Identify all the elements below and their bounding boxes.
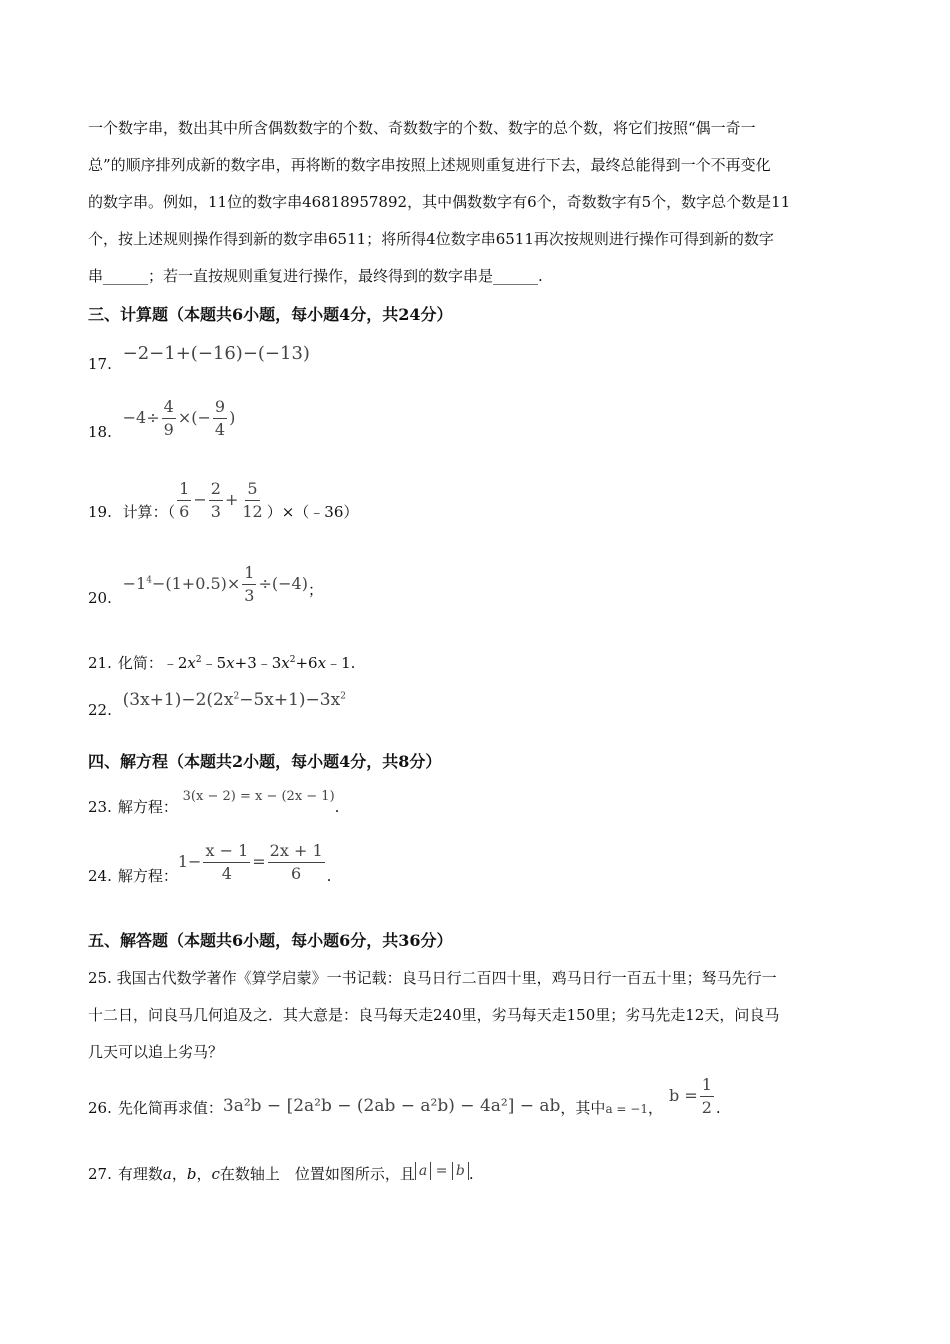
intro-paragraph bbox=[88, 110, 863, 295]
numerator: 1 bbox=[177, 480, 191, 501]
numerator: 9 bbox=[213, 398, 227, 419]
expression bbox=[122, 563, 308, 605]
question-25 bbox=[88, 960, 863, 1071]
question-20 bbox=[88, 564, 323, 607]
question-19 bbox=[88, 480, 358, 522]
question-number: 24. bbox=[88, 867, 112, 885]
variable: a bbox=[162, 1165, 172, 1183]
expr-part: +3﹣3 bbox=[234, 654, 282, 672]
expr-part: ÷(−4) bbox=[258, 574, 308, 593]
fraction bbox=[209, 480, 223, 521]
operator: = bbox=[252, 852, 266, 871]
label: 解方程： bbox=[117, 798, 178, 816]
expr-part: ) bbox=[229, 408, 236, 427]
exponent: 2 bbox=[289, 655, 296, 665]
expr-tail: . bbox=[334, 798, 340, 816]
denominator: 2 bbox=[701, 1098, 712, 1117]
denominator: 4 bbox=[214, 420, 226, 439]
question-number: 23. bbox=[88, 798, 112, 816]
denominator: 3 bbox=[244, 586, 255, 605]
intro-line: 个，按上述规则操作得到新的数字串6511；将所得4位数字串6511再次按规则进行操作可得到新的数字 bbox=[88, 230, 774, 248]
label: 计算：（ bbox=[122, 503, 176, 521]
label: 先化简再求值： bbox=[117, 1099, 223, 1117]
variable: x bbox=[317, 654, 327, 672]
intro-line: 总”的顺序排列成新的数字串，再将断的数字串按照上述规则重复进行下去，最终总能得到一个不再变化 bbox=[88, 156, 771, 174]
intro-line: 的数字串。例如，11位的数字串46818957892，其中偶数数字有6个，奇数数字有5个，数字总个数是11 bbox=[88, 193, 791, 211]
expr-part: −5x+1)−3x bbox=[239, 690, 341, 710]
section-4-title: 四、解方程（本题共2小题，每小题4分，共8分） bbox=[88, 752, 442, 771]
numerator: 2 bbox=[209, 480, 223, 501]
fraction bbox=[268, 842, 325, 883]
expr-part: ﹣5 bbox=[201, 654, 227, 672]
exponent: 2 bbox=[340, 691, 346, 702]
operator: − bbox=[193, 490, 207, 509]
expr-part: ×(− bbox=[177, 408, 211, 427]
expr-part: −(1+0.5)× bbox=[151, 574, 241, 593]
variable: x bbox=[281, 654, 290, 672]
fraction bbox=[700, 1076, 714, 1117]
fraction bbox=[240, 480, 264, 521]
section-5-title: 五、解答题（本题共6小题，每小题6分，共36分） bbox=[88, 931, 453, 950]
label: 有理数 bbox=[117, 1165, 163, 1183]
expr-tail: . bbox=[326, 867, 332, 885]
question-number: 19. bbox=[88, 503, 112, 521]
variable: x bbox=[187, 654, 196, 672]
variable: b bbox=[455, 1163, 465, 1179]
fraction bbox=[177, 480, 191, 521]
variable: a bbox=[418, 1163, 428, 1179]
question-22 bbox=[88, 690, 346, 719]
expr-part: +6 bbox=[295, 654, 318, 672]
numerator: 2x + 1 bbox=[268, 842, 325, 863]
question-23 bbox=[88, 786, 339, 817]
denominator: 12 bbox=[242, 502, 263, 521]
expr-tail: ）×（﹣36） bbox=[266, 503, 359, 521]
label: 化简：﹣2 bbox=[117, 654, 188, 672]
condition-a: a = −1 bbox=[605, 1102, 648, 1116]
separator: ，其中 bbox=[560, 1099, 606, 1117]
question-number: 17. bbox=[88, 355, 112, 373]
question-number: 26. bbox=[88, 1099, 112, 1117]
question-21 bbox=[88, 652, 355, 673]
expression: −2−1+(−16)−(−13) bbox=[122, 343, 310, 364]
denominator: 4 bbox=[221, 864, 232, 883]
expression bbox=[122, 397, 236, 439]
expression bbox=[177, 841, 327, 883]
exponent: 2 bbox=[233, 691, 240, 702]
intro-line: 串______；若一直按规则重复进行操作，最终得到的数字串是______. bbox=[88, 267, 543, 285]
variable: c bbox=[211, 1165, 220, 1183]
variable: x bbox=[226, 654, 235, 672]
expr-tail: . bbox=[468, 1165, 474, 1183]
question-27 bbox=[88, 1162, 474, 1184]
label: 解方程： bbox=[117, 867, 178, 885]
numerator: 1 bbox=[242, 564, 256, 585]
expr-part: −4÷ bbox=[122, 408, 160, 427]
question-number: 22. bbox=[88, 701, 112, 719]
denominator: 9 bbox=[163, 420, 174, 439]
numerator: 1 bbox=[700, 1076, 714, 1097]
label: 在数轴上 位置如图所示，且 bbox=[219, 1165, 415, 1183]
expression bbox=[175, 479, 267, 521]
exponent: 4 bbox=[146, 575, 152, 586]
denominator: 3 bbox=[210, 502, 221, 521]
condition-b bbox=[668, 1075, 716, 1117]
expr-tail: . bbox=[715, 1099, 721, 1117]
numerator: 4 bbox=[162, 398, 176, 419]
question-line: 十二日，问良马几何追及之．其大意是：良马每天走240里，劣马每天走150里；劣马先走12天，问良马 bbox=[88, 1006, 780, 1024]
question-18 bbox=[88, 398, 235, 441]
question-number: 27. bbox=[88, 1165, 112, 1183]
operator: = bbox=[435, 1163, 448, 1179]
expr-part: −1 bbox=[122, 574, 147, 593]
separator: ， bbox=[196, 1165, 212, 1183]
question-number: 21. bbox=[88, 654, 112, 672]
fraction bbox=[213, 398, 227, 439]
denominator: 6 bbox=[179, 502, 190, 521]
denominator: 6 bbox=[291, 864, 302, 883]
variable: b bbox=[186, 1165, 197, 1183]
fraction bbox=[162, 398, 176, 439]
expression: 3(x − 2) = x − (2x − 1) bbox=[182, 789, 335, 804]
numerator: 5 bbox=[245, 480, 259, 501]
question-17 bbox=[88, 343, 310, 373]
question-26 bbox=[88, 1076, 721, 1118]
fraction bbox=[203, 842, 250, 883]
expr-part: ﹣1. bbox=[326, 654, 356, 672]
intro-line: 一个数字串，数出其中所含偶数数字的个数、奇数数字的个数、数字的总个数，将它们按照“偶一奇一 bbox=[88, 119, 756, 137]
numerator: x − 1 bbox=[203, 842, 250, 863]
expr-tail: ； bbox=[307, 581, 323, 599]
abs-value bbox=[415, 1162, 431, 1180]
separator: ， bbox=[647, 1099, 663, 1117]
expr-part: b = bbox=[668, 1086, 698, 1105]
question-line: 几天可以追上劣马？ bbox=[88, 1043, 224, 1061]
question-number: 20. bbox=[88, 589, 112, 607]
fraction bbox=[242, 564, 256, 605]
abs-equation bbox=[415, 1163, 469, 1179]
operator: + bbox=[224, 490, 239, 509]
separator: ， bbox=[171, 1165, 187, 1183]
section-3-title: 三、计算题（本题共6小题，每小题4分，共24分） bbox=[88, 305, 453, 324]
expr-part: (3x+1)−2(2x bbox=[122, 690, 234, 710]
question-line: 25. 我国古代数学著作《算学启蒙》一书记载：良马日行二百四十里，鸡马日行一百五十里；驽马先行一 bbox=[88, 969, 777, 987]
expression bbox=[123, 690, 346, 710]
expression: 3a²b − [2a²b − (2ab − a²b) − 4a²] − ab bbox=[222, 1096, 561, 1116]
abs-value bbox=[452, 1162, 469, 1180]
expr-part: 1− bbox=[177, 852, 202, 871]
question-24 bbox=[88, 842, 331, 886]
exponent: 2 bbox=[195, 655, 202, 665]
question-number: 18. bbox=[88, 423, 112, 441]
